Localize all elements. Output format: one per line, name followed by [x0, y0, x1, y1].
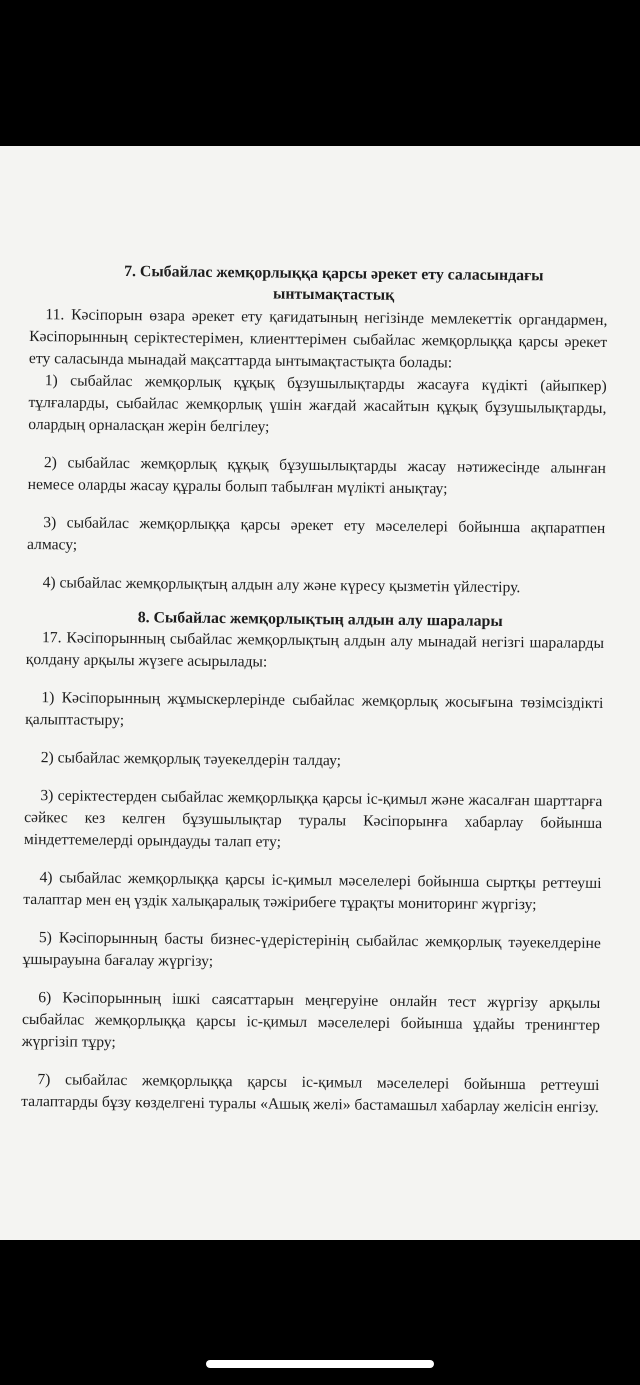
document-text: [21, 260, 608, 1119]
section-7-intro: 11. Кәсіпорын өзара әрекет ету қағидатының негізінде мемлекеттік органдармен, Кәсіпорынның серіктестерімен, клиенттерімен сыбайлас жемқорлыққа қарсы әрекет ету саласында мынадай мақсаттарда ынтымақтастықта болады:: [28, 306, 608, 372]
section-7-title: [30, 260, 608, 308]
section-8-intro: 17. Кәсіпорынның сыбайлас жемқорлықтың алдын алу мынадай негізгі шараларды қолдану арқылы жүзеге асырылады:: [25, 629, 605, 671]
section-7-title-line1: 7. Сыбайлас жемқорлыққа қарсы әрекет ету саласындағы: [124, 262, 544, 285]
section-8-item-6: 6) Кәсіпорынның ішкі саясаттарын меңгеруіне онлайн тест жүргізу арқылы сыбайлас жемқорлыққа қарсы іс-қимыл мәселелері бойынша ұдайы тренингтер жүргізіп тұру;: [21, 989, 601, 1051]
section-8-item-2: 2) сыбайлас жемқорлық тәуекелдерін талдау;: [40, 749, 342, 770]
section-7-item-2: 2) сыбайлас жемқорлық құқық бұзушылықтарды жасау нәтижесінде алынған немесе оларды жасау құралы болып табылған мүлікті анықтау;: [27, 454, 606, 498]
section-8-title: 8. Сыбайлас жемқорлықтың алдын алу шаралары: [137, 609, 503, 630]
section-8-item-5: 5) Кәсіпорынның басты бизнес-үдерістерінің сыбайлас жемқорлық тәуекелдеріне ұшырауына бағалау жүргізу;: [22, 929, 601, 970]
section-8-item-7: 7) сыбайлас жемқорлыққа қарсы іс-қимыл мәселелері бойынша реттеуші талаптарды бұзу көзделгені туралы «Ашық желі» бастамашыл хабарлау желісін енгізу.: [21, 1071, 600, 1117]
section-8-item-3: 3) серіктестерден сыбайлас жемқорлыққа қарсы іс-қимыл және жасалған шарттарға сәйкес кез келген бұзушылықтар туралы Кәсіпорынға хабарлау бойынша міндеттемелерді орындауды талап ету;: [23, 787, 603, 851]
document-photo: [0, 146, 640, 1240]
section-7-item-1: 1) сыбайлас жемқорлық құқық бұзушылықтарды жасауға күдікті (айыпкер) тұлғаларды, сыбайлас жемқорлық үшін жағдай жасайтын құқық бұзушылықтарды, олардың орналасқан жерін белгілеу;: [28, 372, 607, 436]
section-7-item-4: 4) сыбайлас жемқорлықтың алдын алу және күресу қызметін үйлестіру.: [42, 574, 521, 597]
section-8-item-1: 1) Кәсіпорынның жұмыскерлерінде сыбайлас жемқорлық жосығына төзімсіздікті қалыптастыру;: [25, 689, 604, 730]
section-7-title-line2: ынтымақтастық: [272, 285, 395, 304]
section-8-item-4: 4) сыбайлас жемқорлыққа қарсы іс-қимыл мәселелері бойынша сыртқы реттеуші талаптар мен ең үздік халықаралық тәжірибеге тұрақты мониторинг жүргізу;: [23, 869, 602, 914]
home-indicator[interactable]: [206, 1360, 434, 1368]
section-7-item-3: 3) сыбайлас жемқорлыққа қарсы әрекет ету мәселелері бойынша ақпаратпен алмасу;: [26, 514, 606, 554]
